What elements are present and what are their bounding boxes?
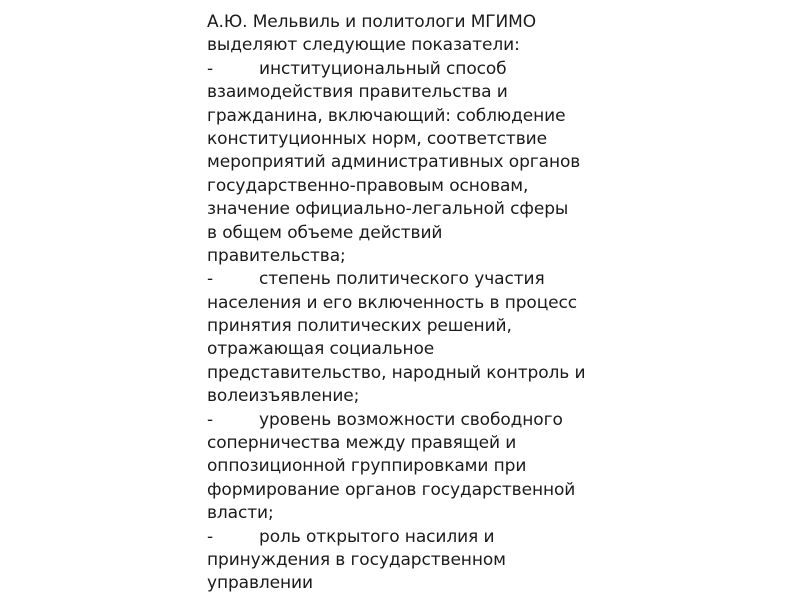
list-item-text: роль открытого насилия и [259, 526, 495, 547]
intro-line: А.Ю. Мельвиль и политологи МГИМО [207, 12, 536, 32]
list-item-line: представительство, народный контроль и [207, 362, 586, 383]
list-item-line: мероприятий административных органов [207, 152, 581, 173]
list-marker: - [207, 58, 214, 79]
list-item-line: конституционных норм, соответствие [207, 128, 547, 149]
list-item-line: населения и его включенность в процесс [207, 292, 578, 313]
list-item-line: волеизъявление; [207, 386, 360, 407]
list-marker: - [207, 269, 214, 290]
list-item-line: значение официально-легальной сферы [207, 199, 569, 220]
list-item-line [207, 526, 627, 549]
list-item-line [207, 58, 627, 81]
list-item-line: власти; [207, 503, 274, 524]
list-item-line: оппозиционной группировками при [207, 456, 527, 477]
list-item-line: управлении [207, 573, 313, 594]
list-item-line: взаимодействия правительства и [207, 82, 508, 103]
list-marker: - [207, 526, 214, 547]
list-item-line: государственно-правовым основам, [207, 175, 529, 196]
intro-line: выделяют следующие показатели: [207, 35, 520, 56]
list-item-line [207, 409, 627, 432]
list-item-line: принуждения в государственном [207, 549, 506, 570]
list-item-text: уровень возможности свободного [259, 409, 563, 430]
list-item-line: гражданина, включающий: соблюдение [207, 105, 566, 126]
list-item-line: отражающая социальное [207, 339, 435, 360]
document-text [207, 11, 627, 596]
list-item-line: в общем объеме действий [207, 222, 443, 243]
list-item-text: степень политического участия [259, 269, 545, 290]
list-item-line [207, 268, 627, 291]
list-item-line: формирование органов государственной [207, 479, 576, 500]
list-item-line: правительства; [207, 245, 346, 266]
list-item-line: соперничества между правящей и [207, 433, 517, 454]
list-marker: - [207, 409, 214, 430]
list-item-line: принятия политических решений, [207, 316, 512, 337]
list-item-text: институциональный способ [259, 58, 507, 79]
